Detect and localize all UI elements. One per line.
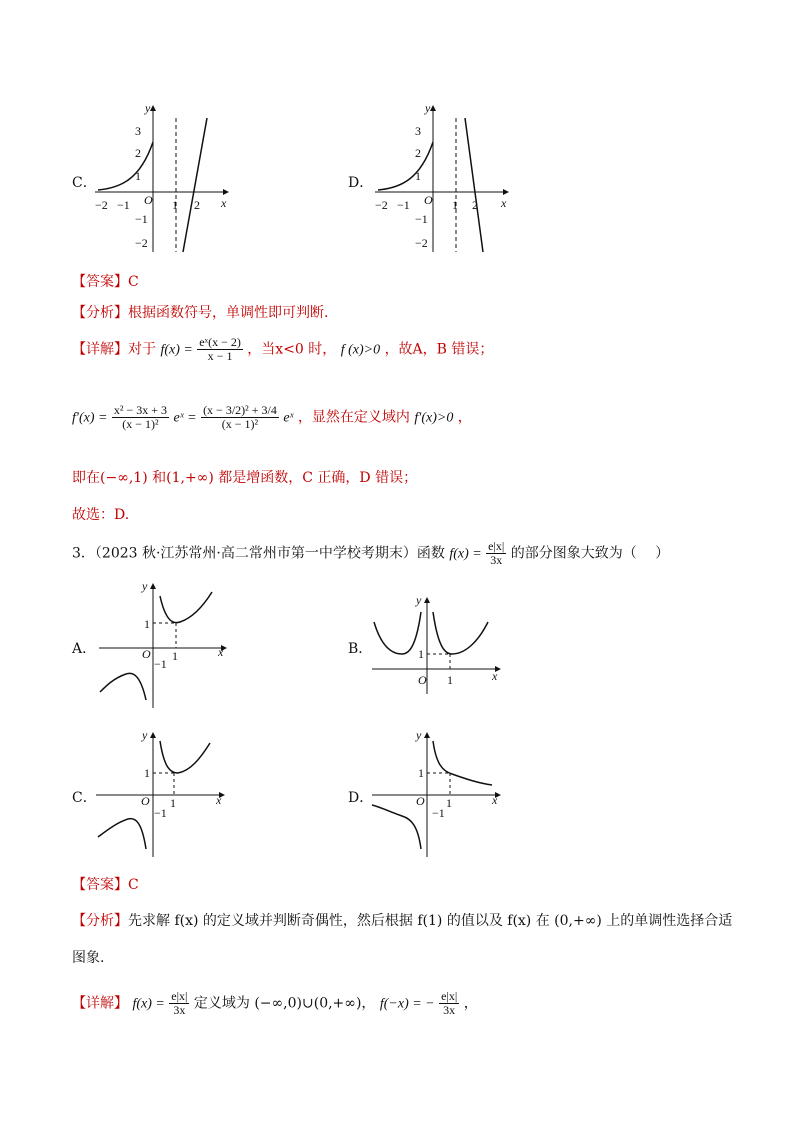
- svg-text:−1: −1: [397, 198, 410, 212]
- option-d-label: D．: [348, 175, 374, 191]
- q3-analysis-line2: 图象.: [72, 950, 105, 966]
- svg-text:x: x: [492, 669, 498, 683]
- svg-text:O: O: [424, 193, 433, 207]
- q3-stem: 3．（2023 秋·江苏常州·高二常州市第一中学校考期末）函数 f(x) = $\frac{e|x|}{3x}$ 的部分图象大致为（ ）: [72, 539, 670, 567]
- q2-graph-c: [90, 100, 240, 260]
- svg-text:O: O: [416, 794, 425, 808]
- svg-text:y: y: [145, 101, 151, 115]
- svg-text:−2: −2: [135, 236, 148, 250]
- svg-text:−2: −2: [375, 198, 388, 212]
- q3-graph-b: [370, 592, 510, 697]
- svg-text:y: y: [416, 593, 422, 607]
- option-c-label: C．: [72, 175, 97, 191]
- svg-text:1: 1: [418, 766, 424, 780]
- q3-graph-a: [94, 578, 234, 713]
- svg-text:1: 1: [144, 617, 150, 631]
- q3-option-a-label: A．: [72, 641, 97, 657]
- q2-derivative: f′(x) = $\frac{\text{x² − 3x + 3}}{\text{(x − 1)²}}$ eˣ = $\frac{\text{(x − 3/2)² + 3/4}}{\text{(x − 1)²}}$ eˣ ，显然在定义域内 f′(x)>0 ，: [72, 403, 472, 431]
- svg-text:3: 3: [135, 124, 141, 138]
- svg-text:1: 1: [172, 198, 178, 212]
- svg-text:−1: −1: [154, 806, 167, 820]
- svg-text:2: 2: [135, 146, 141, 160]
- svg-text:−1: −1: [415, 212, 428, 226]
- svg-text:x: x: [218, 645, 224, 659]
- q2-graph-d: [370, 100, 520, 260]
- svg-text:x: x: [492, 793, 498, 807]
- svg-text:1: 1: [170, 796, 176, 810]
- svg-text:−1: −1: [117, 198, 130, 212]
- svg-text:y: y: [142, 728, 148, 742]
- svg-text:1: 1: [415, 169, 421, 183]
- svg-text:y: y: [142, 579, 148, 593]
- svg-text:y: y: [425, 101, 431, 115]
- q3-option-c-label: C．: [72, 790, 97, 806]
- q2-conclusion: 即在(−∞,1) 和(1,+∞) 都是增函数，C 正确，D 错误；: [72, 470, 418, 486]
- svg-text:O: O: [144, 193, 153, 207]
- q3-graph-c: [94, 727, 234, 862]
- svg-text:2: 2: [472, 198, 478, 212]
- q2-detail-line1: 【详解】对于 f(x) = $\frac{\text{eˣ(x − 2)}}{x - 1}$ ，当x<0 时， f (x)>0 ，故A，B 错误；: [72, 335, 494, 363]
- q2-choice: 故选：D.: [72, 507, 130, 523]
- svg-text:2: 2: [194, 198, 200, 212]
- svg-text:−2: −2: [415, 236, 428, 250]
- svg-text:2: 2: [415, 146, 421, 160]
- svg-text:−1: −1: [154, 657, 167, 671]
- svg-text:x: x: [216, 793, 222, 807]
- svg-text:1: 1: [452, 198, 458, 212]
- svg-text:O: O: [418, 673, 427, 687]
- svg-text:O: O: [142, 647, 151, 661]
- svg-text:−1: −1: [432, 806, 445, 820]
- svg-text:1: 1: [446, 796, 452, 810]
- svg-text:1: 1: [144, 766, 150, 780]
- svg-text:−2: −2: [95, 198, 108, 212]
- q3-analysis-line1: 【分析】先求解 f(x) 的定义域并判断奇偶性，然后根据 f(1) 的值以及 f(x) 在 (0,+∞) 上的单调性选择合适: [72, 913, 733, 929]
- svg-text:3: 3: [415, 124, 421, 138]
- svg-text:1: 1: [418, 647, 424, 661]
- q3-option-b-label: B．: [348, 641, 373, 657]
- svg-text:1: 1: [135, 169, 141, 183]
- svg-text:O: O: [141, 794, 150, 808]
- svg-text:x: x: [221, 196, 227, 210]
- svg-text:1: 1: [447, 673, 453, 687]
- q2-analysis: 【分析】根据函数符号，单调性即可判断.: [72, 305, 329, 321]
- q3-answer: 【答案】C: [72, 877, 139, 893]
- svg-text:x: x: [501, 196, 507, 210]
- svg-text:−1: −1: [135, 212, 148, 226]
- q3-detail: 【详解】 f(x) = $\frac{e|x|}{3x}$ 定义域为 (−∞,0)∪(0,+∞)， f(−x) = − $\frac{e|x|}{3x}$ ，: [72, 989, 478, 1017]
- q3-option-d-label: D．: [348, 790, 374, 806]
- q2-answer: 【答案】C: [72, 274, 139, 290]
- svg-text:y: y: [416, 728, 422, 742]
- svg-text:1: 1: [172, 649, 178, 663]
- q3-graph-d: [370, 727, 510, 862]
